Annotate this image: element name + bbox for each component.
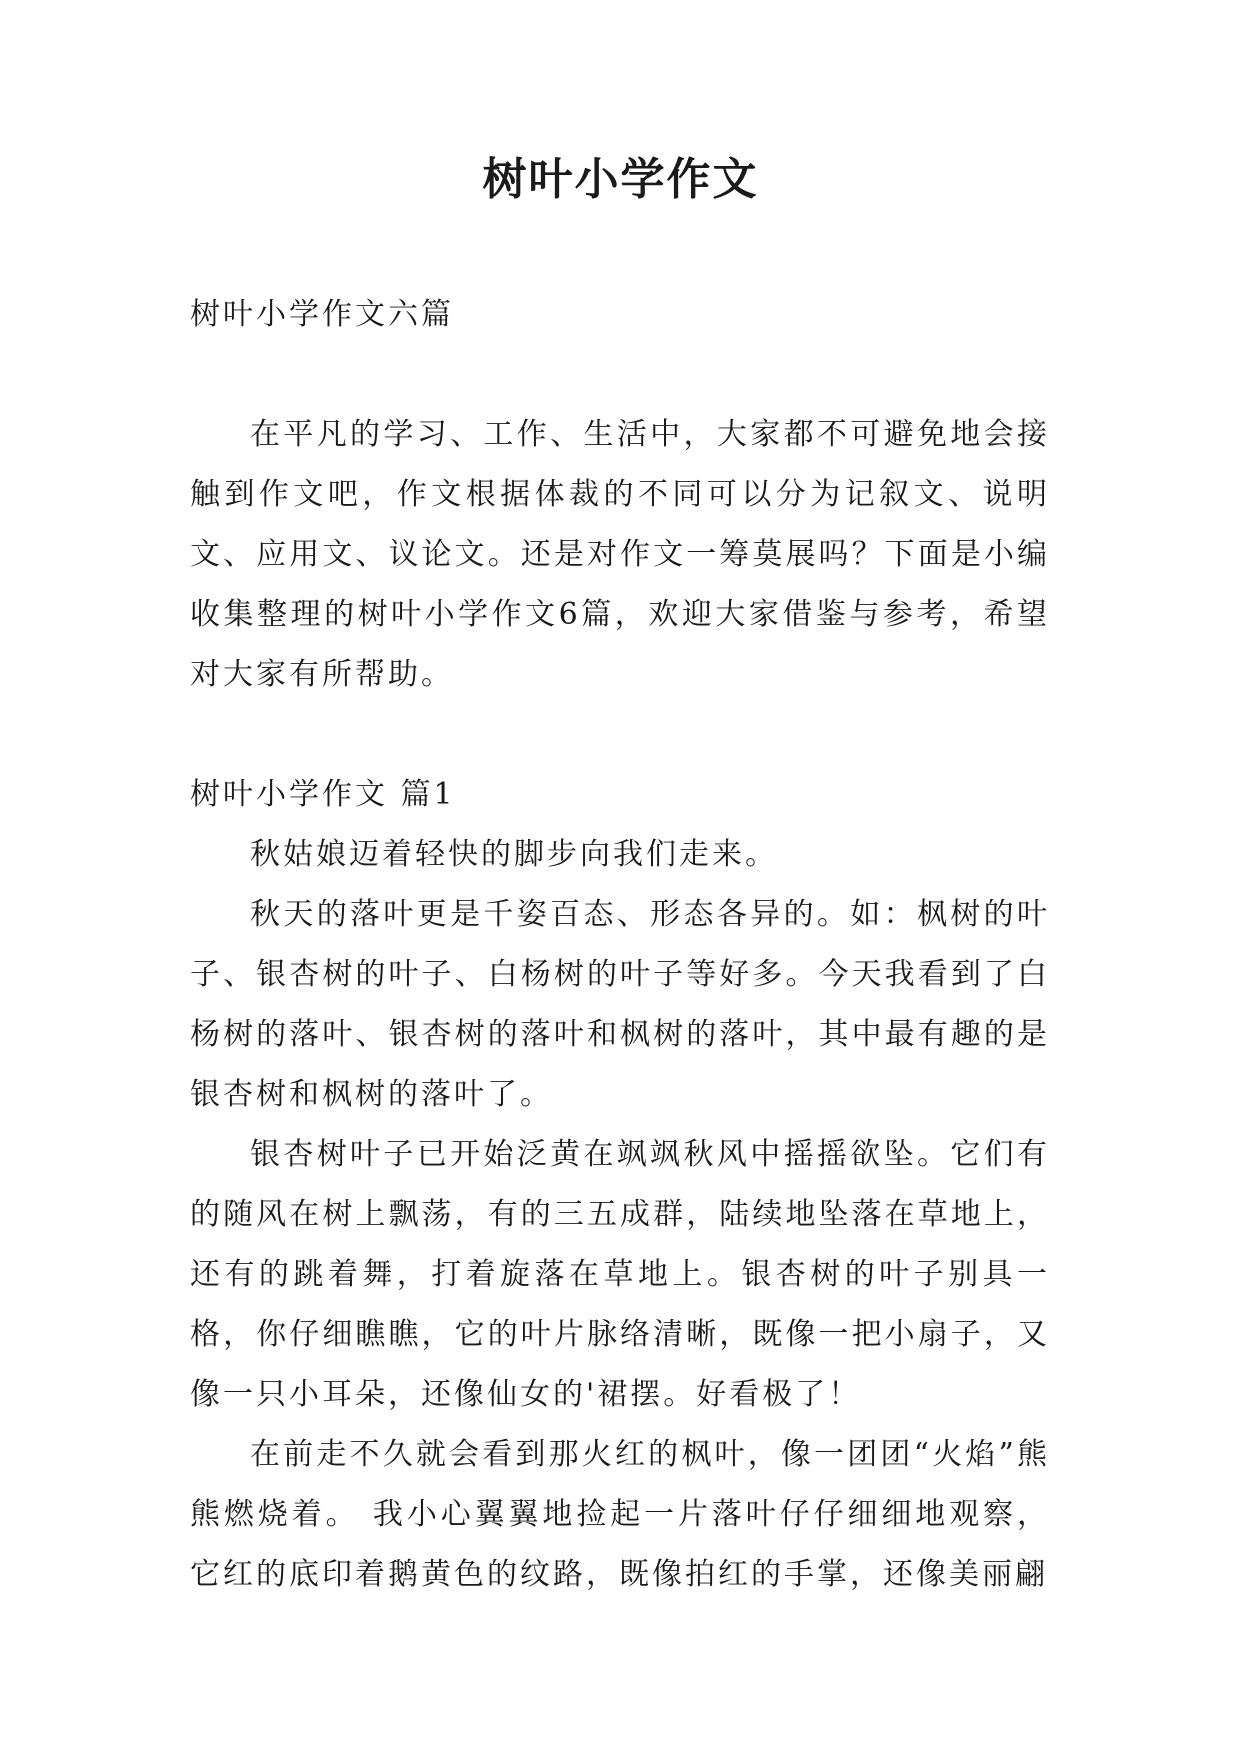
document-subtitle: 树叶小学作文六篇 <box>190 297 454 332</box>
spacer <box>190 345 1050 405</box>
section-paragraph: 秋天的落叶更是千姿百态、形态各异的。如：枫树的叶子、银杏树的叶子、白杨树的叶子等好多。今天我看到了白杨树的落叶、银杏树的落叶和枫树的落叶，其中最有趣的是银杏树和枫树的落叶了。 <box>190 897 1050 1112</box>
section-heading: 树叶小学作文 篇1 <box>190 777 456 812</box>
section-paragraph: 银杏树叶子已开始泛黄在飒飒秋风中摇摇欲坠。它们有的随风在树上飘荡，有的三五成群，陆续地坠落在草地上，还有的跳着舞，打着旋落在草地上。银杏树的叶子别具一格，你仔细瞧瞧，它的叶片脉络清晰，既像一把小扇子，又像一只小耳朵，还像仙女的'裙摆。好看极了！ <box>190 1137 1050 1412</box>
spacer <box>190 705 1050 765</box>
section-paragraph: 在前走不久就会看到那火红的枫叶，像一团团“火焰”熊熊燃烧着。 我小心翼翼地捡起一片落叶仔仔细细地观察，它红的底印着鹅黄色的纹路，既像拍红的手掌，还像美丽翩 <box>190 1437 1050 1592</box>
document-title: 树叶小学作文 <box>482 154 759 205</box>
section-paragraph: 秋姑娘迈着轻快的脚步向我们走来。 <box>250 837 778 872</box>
intro-paragraph: 在平凡的学习、工作、生活中，大家都不可避免地会接触到作文吧，作文根据体裁的不同可以分为记叙文、说明文、应用文、议论文。还是对作文一筹莫展吗？下面是小编收集整理的树叶小学作文6篇，欢迎大家借鉴与参考，希望对大家有所帮助。 <box>190 417 1050 692</box>
document-body <box>190 285 1050 1605</box>
